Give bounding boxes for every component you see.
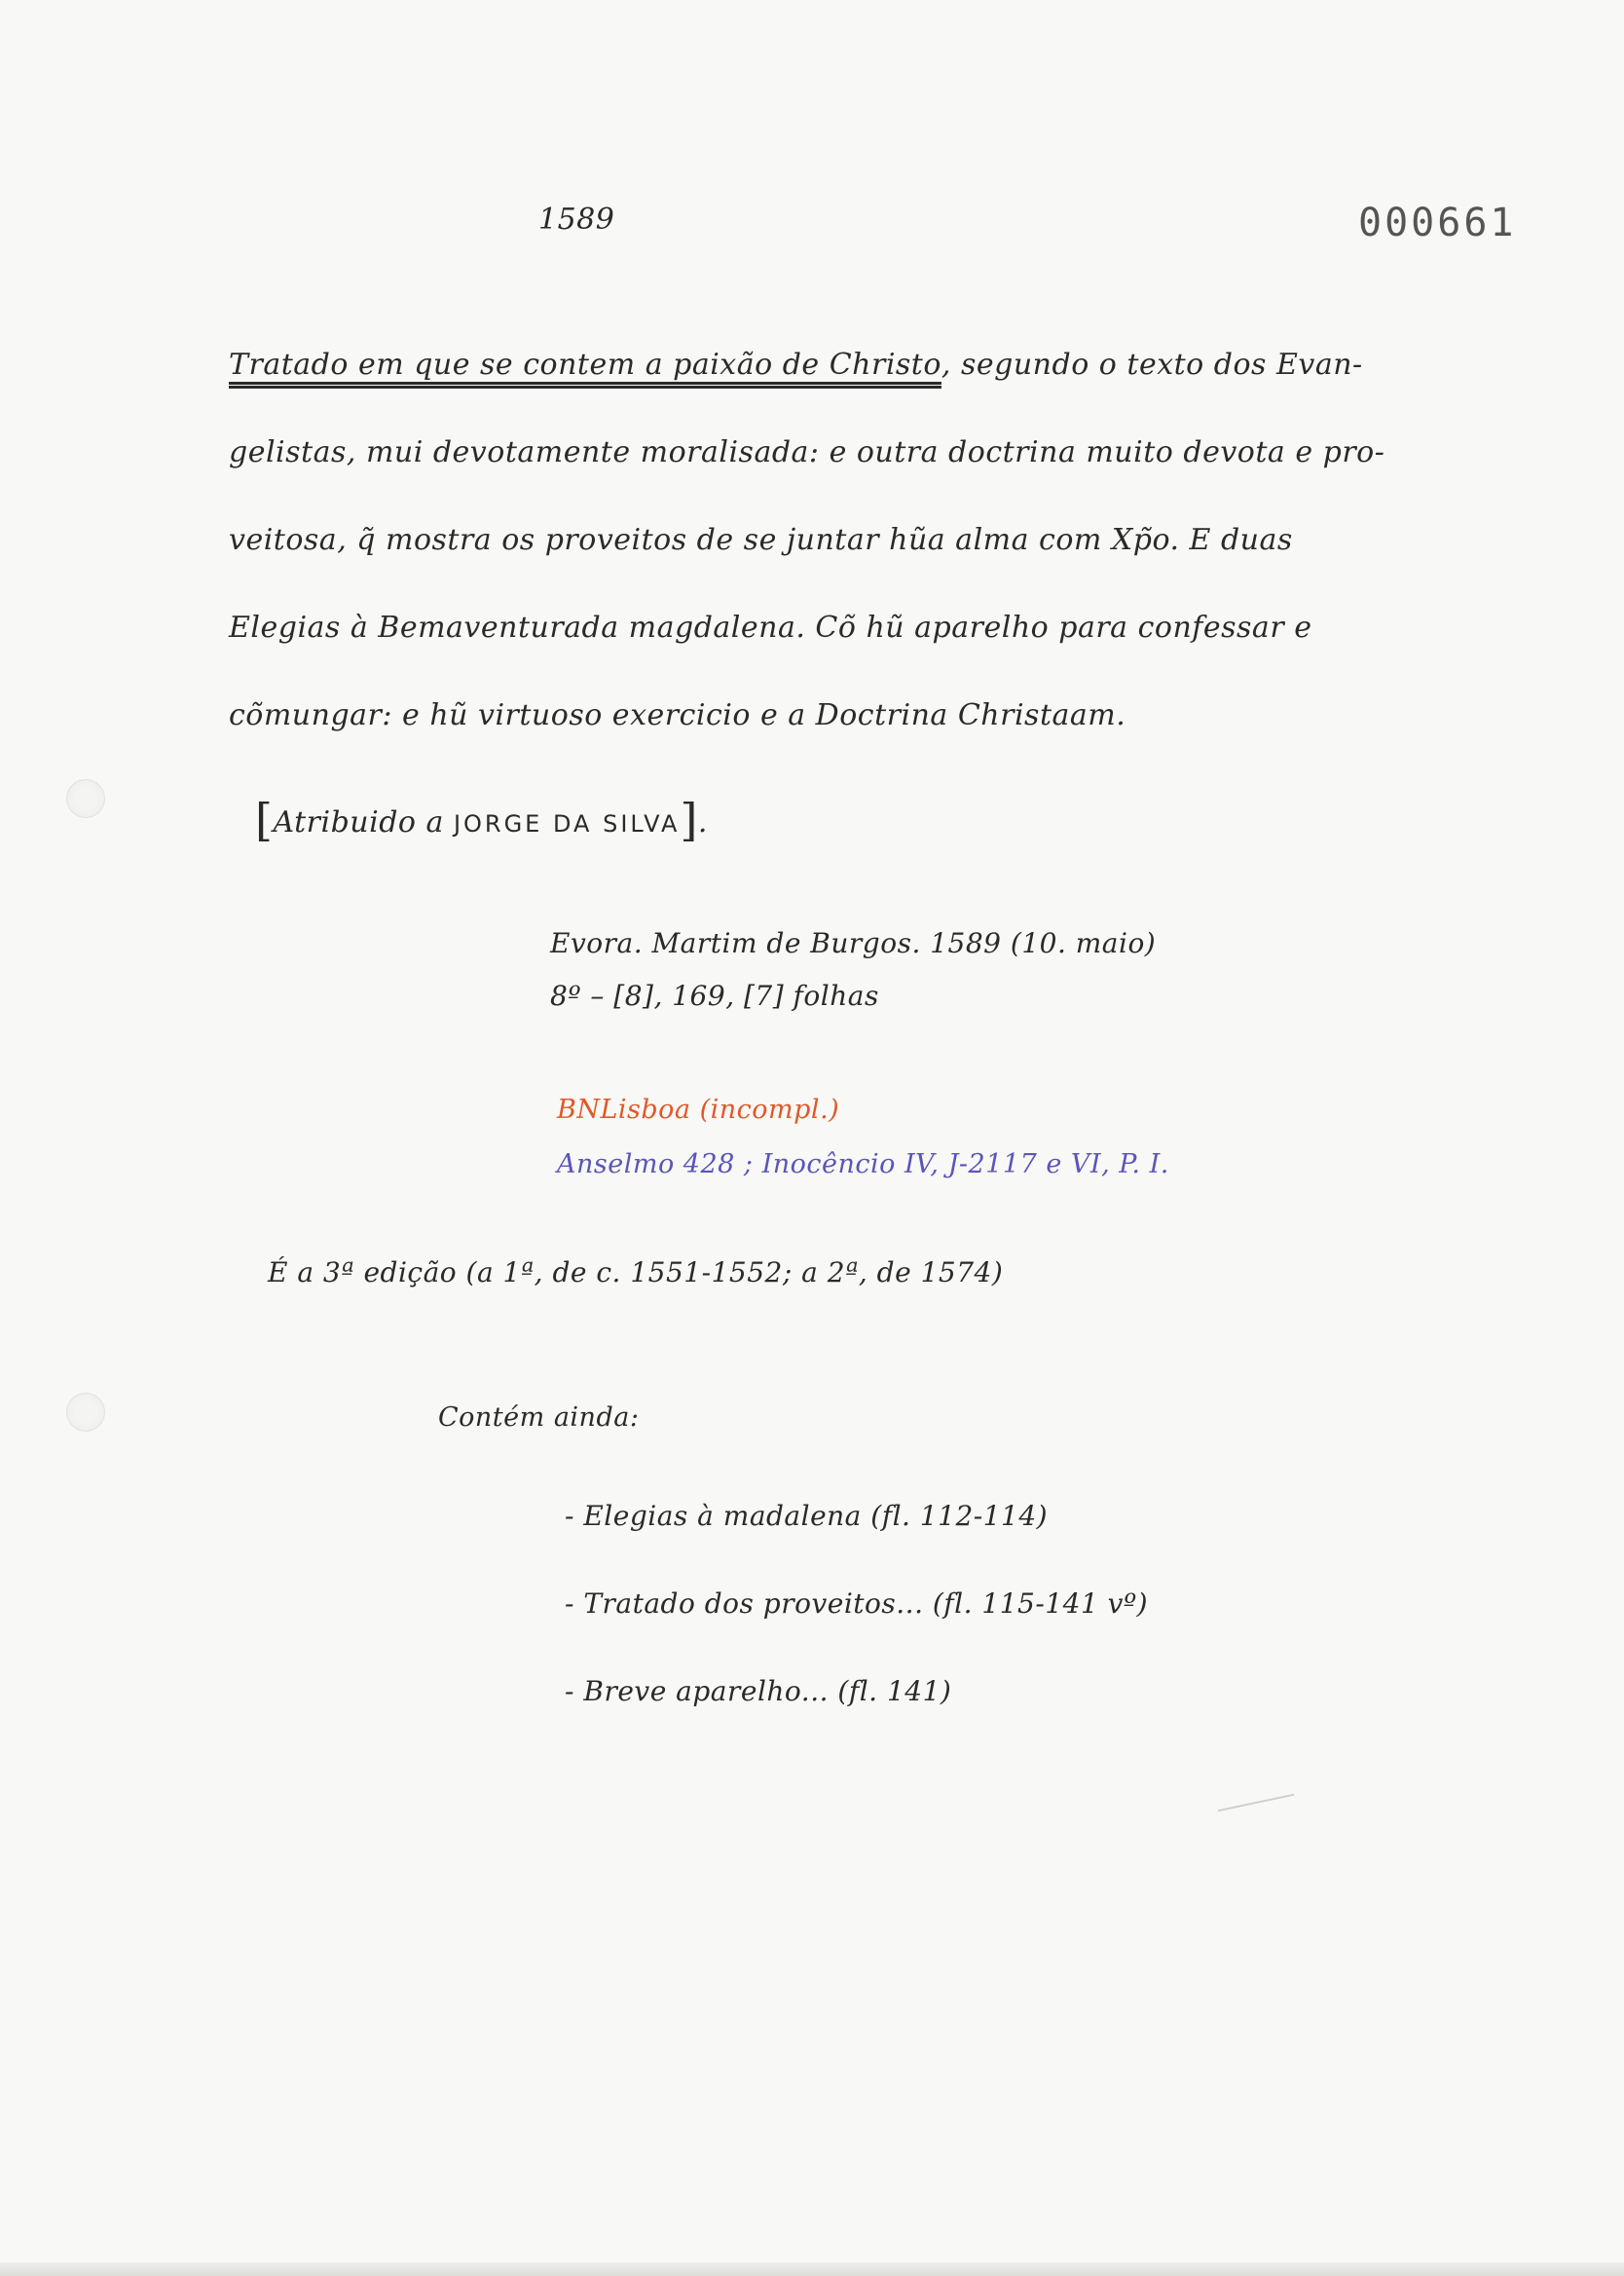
attribution-prefix: Atribuido a <box>273 805 454 840</box>
year-label: 1589 <box>538 203 615 237</box>
title-line-4: Elegias à Bemaventurada magdalena. Cõ hũ aparelho para confessar e <box>229 611 1312 645</box>
contents-heading: Contém ainda: <box>438 1402 640 1433</box>
punch-hole-top <box>66 779 105 818</box>
holdings-block <box>557 1083 1169 1192</box>
title-underlined: Tratado em que se contem a paixão de Christo <box>229 348 941 382</box>
bracket-open: [ <box>255 794 274 846</box>
imprint-format-line: 8º – [8], 169, [7] folhas <box>550 980 879 1012</box>
list-item: - Tratado dos proveitos... (fl. 115-141 vº) <box>565 1587 1149 1620</box>
list-item: - Breve aparelho... (fl. 141) <box>565 1675 952 1707</box>
title-line-5: cõmungar: e hũ virtuoso exercicio e a Doctrina Christaam. <box>229 698 1126 732</box>
bibliographic-references: Anselmo 428 ; Inocêncio IV, J-2117 e VI, P. I. <box>557 1149 1169 1179</box>
title-line-1 <box>229 321 1475 409</box>
title-line-1-rest: , segundo o texto dos Evan- <box>941 348 1363 382</box>
author-name: JORGE DA SILVA <box>453 810 681 838</box>
title-line-2: gelistas, mui devotamente moralisada: e outra doctrina muito devota e pro- <box>229 435 1385 469</box>
punch-hole-bottom <box>66 1393 105 1432</box>
imprint-block <box>550 917 1156 1023</box>
library-holding: BNLisboa (incompl.) <box>557 1095 840 1125</box>
contents-list <box>565 1473 1148 1735</box>
pencil-mark <box>1218 1794 1295 1812</box>
edition-note: É a 3ª edição (a 1ª, de c. 1551-1552; a 2ª, de 1574) <box>268 1256 1004 1288</box>
list-item: - Elegias à madalena (fl. 112-114) <box>565 1500 1049 1532</box>
title-block <box>229 321 1475 760</box>
attribution <box>255 794 708 846</box>
document-number-stamp: 000661 <box>1358 201 1517 245</box>
title-line-3: veitosa, q̃ mostra os proveitos de se juntar hũa alma com Xp̃o. E duas <box>229 523 1293 557</box>
imprint-place-line: Evora. Martim de Burgos. 1589 (10. maio) <box>550 927 1157 959</box>
bracket-close: ] <box>680 794 698 846</box>
attribution-suffix: . <box>697 805 708 840</box>
